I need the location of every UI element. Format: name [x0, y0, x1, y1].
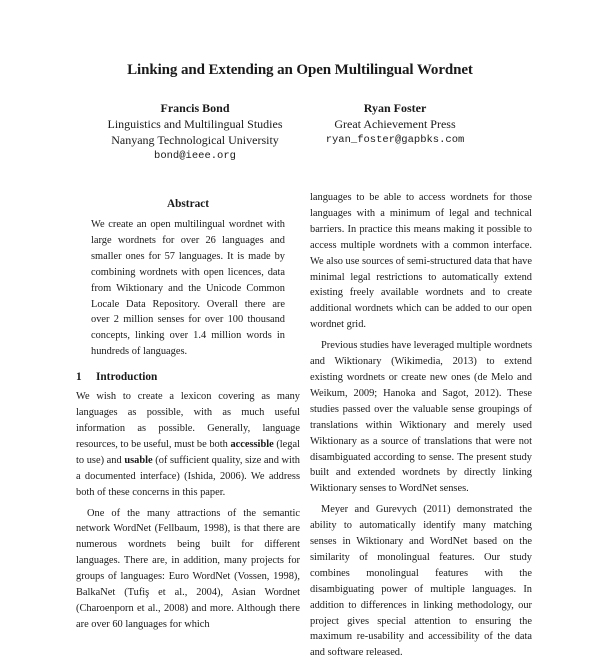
body-paragraph: languages to be able to access wordnets for those languages with a minimum of legal and technical barriers. In practice this means making it possible to access multiple wordnets with a common interface. We also use sources of semi-structured data that have minimal legal restrictions to automatically extend existing freely available wordnets and to create additional wordnets which can be added to our open wordnet grid.: [310, 192, 532, 331]
author-name: Ryan Foster: [363, 101, 427, 115]
author-affiliation: Linguistics and Multilingual Studies: [107, 117, 283, 131]
abstract-text: We create an open multilingual wordnet with large wordnets for over 26 languages and smaller ones for 57 languages. It is made by combining wordnets with open licences, data from Wiktionary and the Unicode Common Locale Data Repository. Overall there are over 2 million senses for over 100 thousand concepts, linking over 1.4 million words in hundreds of languages.: [91, 219, 285, 358]
intro-paragraph-2: One of the many attractions of the semantic network WordNet (Fellbaum, 1998), is that there are numerous wordnets being built for different languages. There are, in addition, many projects for groups of languages: Euro WordNet (Vossen, 1998), BalkaNet (Tufiş et al., 2004), Asian Wordnet (Charoenporn et al., 2008) and more. Although there are over 60 languages for which: [76, 507, 300, 630]
author-block-2: [275, 100, 515, 148]
paper-title: Linking and Extending an Open Multilingual Wordnet: [127, 62, 473, 78]
section-title: Introduction: [96, 371, 158, 384]
abstract-heading: Abstract: [166, 198, 210, 210]
left-column: [76, 197, 300, 633]
body-paragraph: Meyer and Gurevych (2011) demonstrated the ability to automatically identify many matching senses in Wiktionary and WordNet based on the similarity of monolingual features. Our study combines monolingual features with the disambiguating power of multiple languages. In addition to differences in linking methodology, our project gives special attention to ensuring the maximum re-usability and accessibility of the data and software released.: [310, 504, 532, 659]
section-number: 1: [76, 371, 82, 384]
bold-term: accessible: [230, 438, 274, 450]
right-column: [310, 190, 532, 661]
author-email: ryan_foster@gapbks.com: [325, 134, 465, 146]
intro-paragraph-1: We wish to create a lexicon covering as many languages as possible, with as much useful information as possible. Generally, language resources, to be useful, must be both accessible (legal to use) and usable (of sufficient quality, size and with a documented interface) (Ishida, 2006). We address both of these concerns in this paper.: [76, 391, 300, 498]
bold-term: usable: [124, 454, 153, 466]
body-paragraph: Previous studies have leveraged multiple wordnets and Wiktionary (Wikimedia, 2013) to extend existing wordnets or create new ones (de Melo and Weikum, 2009; Hanoka and Sagot, 2012). These studies passed over the valuable sense groupings of translations within Wiktionary and merely used Wiktionary as a source of translations that were not disambiguated according to sense. The present study built and extended wordnets by directly linking Wiktionary senses to WordNet senses.: [310, 340, 532, 495]
author-email: bond@ieee.org: [154, 150, 236, 162]
author-affiliation: Great Achievement Press: [334, 117, 456, 131]
section-heading: [76, 370, 300, 384]
author-name: Francis Bond: [160, 101, 230, 115]
author-affiliation: Nanyang Technological University: [111, 133, 279, 147]
